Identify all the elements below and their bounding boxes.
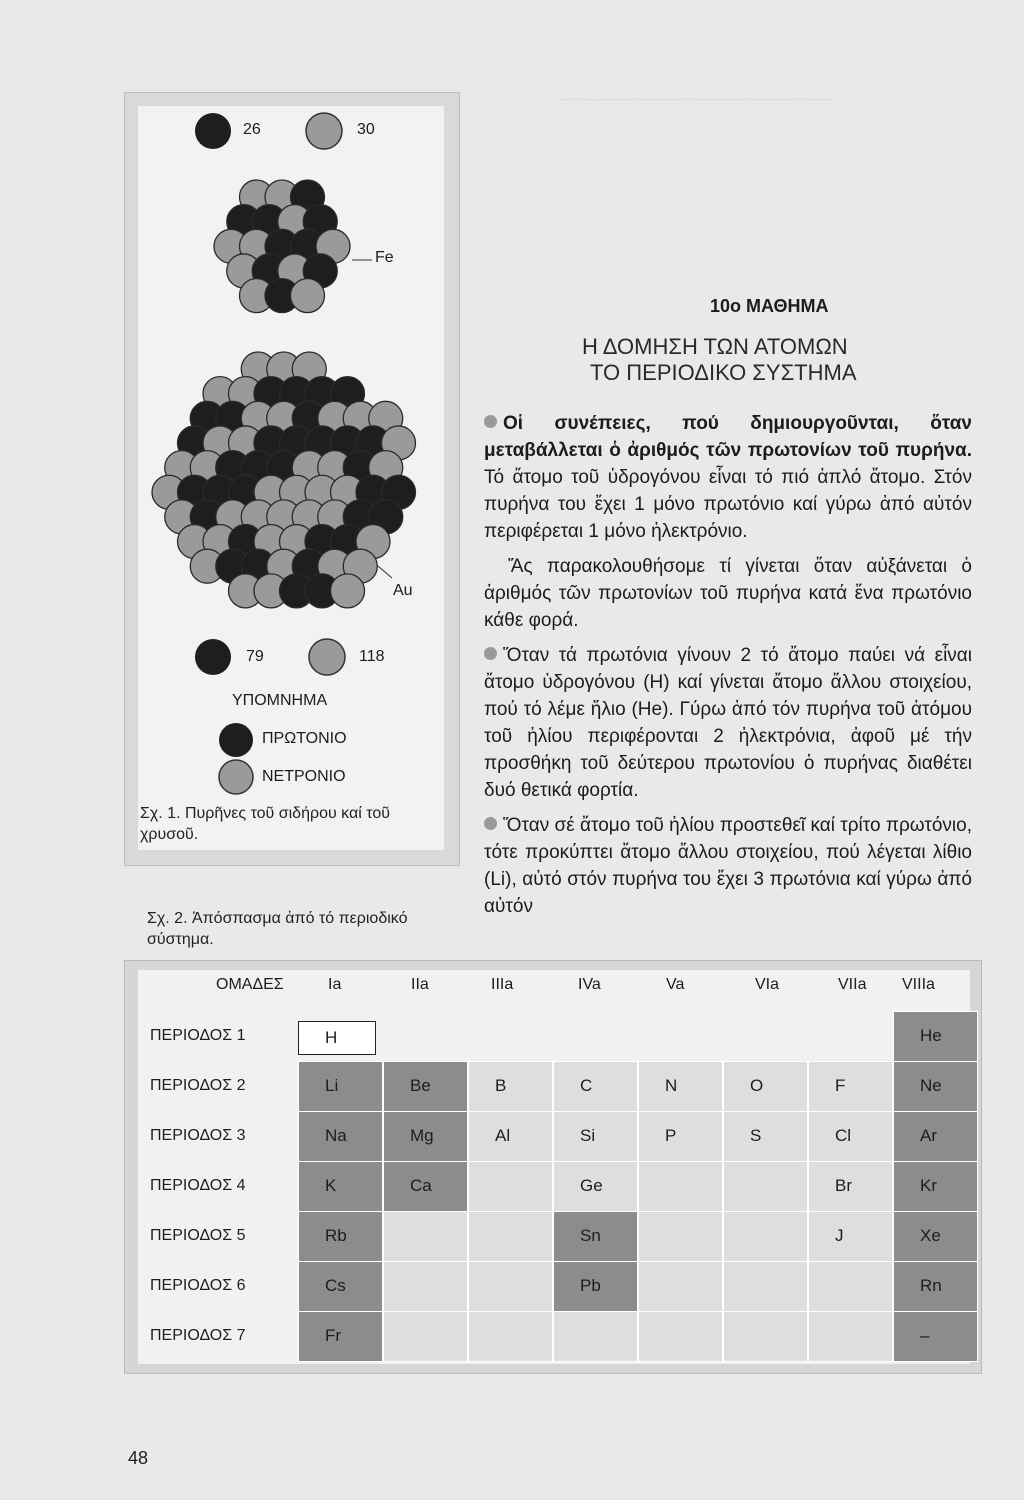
element-symbol: H xyxy=(325,1028,338,1047)
neutron xyxy=(291,279,325,313)
au-proton-count: 79 xyxy=(246,648,264,665)
element-symbol: Al xyxy=(495,1126,511,1145)
element-symbol: Fr xyxy=(325,1326,342,1345)
group-header: VIa xyxy=(755,976,780,993)
element-symbol: C xyxy=(580,1076,593,1095)
element-symbol: Ne xyxy=(920,1076,942,1095)
element-cell xyxy=(298,1211,383,1262)
element-cell xyxy=(808,1161,893,1212)
element-cell xyxy=(553,1261,638,1312)
element-cell xyxy=(723,1061,808,1112)
element-symbol: Rn xyxy=(920,1276,942,1295)
bullet-icon xyxy=(484,647,497,660)
element-cell xyxy=(298,1311,383,1362)
element-cell xyxy=(638,1061,723,1112)
element-cell xyxy=(893,1161,978,1212)
gold-label: Au xyxy=(393,582,413,599)
element-cell xyxy=(468,1161,553,1212)
element-cell xyxy=(383,1061,468,1112)
element-cell xyxy=(553,1311,638,1362)
legend-title: ΥΠΟΜΝΗΜΑ xyxy=(232,692,328,709)
bleed-through: ~~~~~~~~~~~~~~~~~~~~~~~~~~~~~ xyxy=(560,92,831,109)
element-cell xyxy=(298,1161,383,1212)
lesson-body xyxy=(484,410,972,928)
element-cell xyxy=(893,1111,978,1162)
element-symbol: Cl xyxy=(835,1126,852,1145)
bullet-icon xyxy=(484,415,497,428)
element-cell xyxy=(468,1261,553,1312)
element-symbol: Be xyxy=(410,1076,431,1095)
neutron xyxy=(331,574,365,608)
fe-proton-marker xyxy=(195,113,231,149)
lesson-number: 10ο ΜΑΘΗΜΑ xyxy=(710,296,829,316)
period-label: ΠΕΡΙΟΔΟΣ 1 xyxy=(150,1027,246,1044)
element-cell xyxy=(638,1161,723,1212)
element-symbol: B xyxy=(495,1076,507,1095)
gold-nucleus xyxy=(152,352,416,608)
element-cell xyxy=(893,1011,978,1062)
page-number: 48 xyxy=(128,1448,149,1468)
element-symbol: Ca xyxy=(410,1176,432,1195)
element-symbol: Kr xyxy=(920,1176,937,1195)
element-symbol: K xyxy=(325,1176,337,1195)
fe-proton-count: 26 xyxy=(243,121,261,138)
paragraph-2: Ἄς παρακολουθήσομε τί γίνεται ὅταν αὐξάνεται ὁ ἀριθμός τῶν πρωτονίων τοῦ πυρήνα κατά ἕνα πρωτόνιο κάθε φορά. xyxy=(484,556,972,631)
element-cell xyxy=(553,1111,638,1162)
element-cell xyxy=(893,1261,978,1312)
element-cell xyxy=(638,1111,723,1162)
element-cell xyxy=(638,1261,723,1312)
element-cell xyxy=(723,1211,808,1262)
element-cell xyxy=(723,1261,808,1312)
paragraph-4-text: Ὅταν σέ ἄτομο τοῦ ἡλίου προστεθεῖ καί τρίτο πρωτόνιο, τότε προκύπτει ἄτομο ἄλλου στοιχείου, πού λέγεται λίθιο (Li), αὐτό στόν πυρήνα του ἔχει 3 πρωτόνια καί γύρω ἀπό αὐτόν xyxy=(484,815,972,917)
element-cell xyxy=(383,1161,468,1212)
element-symbol: Na xyxy=(325,1126,347,1145)
element-symbol: P xyxy=(665,1126,677,1145)
element-cell xyxy=(553,1061,638,1112)
group-header: IVa xyxy=(578,976,601,993)
element-cell xyxy=(808,1111,893,1162)
paragraph-1-heading: Οἱ συνέπειες, πού δημιουργοῦνται, ὅταν μεταβάλλεται ὁ ἀριθμός τῶν πρωτονίων τοῦ πυρήνα. xyxy=(484,413,972,461)
element-cell xyxy=(893,1311,978,1362)
period-label: ΠΕΡΙΟΔΟΣ 3 xyxy=(150,1127,246,1144)
element-symbol: S xyxy=(750,1126,762,1145)
element-cell xyxy=(893,1061,978,1112)
group-header: Va xyxy=(666,976,685,993)
paragraph-3-text: Ὅταν τά πρωτόνια γίνουν 2 τό ἄτομο παύει νά εἶναι ἄτομο ὑδρογόνου (Η) καί γίνεται ἄτομο ἄλλου στοιχείου, πού τό λέμε ἥλιο (He). Γύρω ἀπό τόν πυρήνα τοῦ ἀτόμου τοῦ ἡλίου περιφέρονται 2 ἠλεκτρόνια, ἀφοῦ μέ τήν προσθήκη τοῦ δεύτερου πρωτονίου ὁ πυρήνας διαθέτει δυό θετικά φορτία. xyxy=(484,645,972,801)
au-proton-marker xyxy=(195,639,231,675)
group-header: VIIIa xyxy=(902,976,935,993)
paragraph-1-text: Τό ἄτομο τοῦ ὑδρογόνου εἶναι τό πιό ἁπλό ἄτομο. Στόν πυρήνα του ἔχει 1 μόνο πρωτόνιο καί γύρω ἀπό αὐτόν περιφέρεται 1 μόνο ἠλεκτρόνιο. xyxy=(484,467,972,542)
element-cell xyxy=(468,1211,553,1262)
bullet-icon xyxy=(484,817,497,830)
group-header: IIIa xyxy=(491,976,514,993)
au-neutron-count: 118 xyxy=(359,648,385,665)
element-cell xyxy=(383,1311,468,1362)
groups-label: ΟΜΑΔΕΣ xyxy=(216,976,284,993)
figure1-caption: Σχ. 1. Πυρῆνες τοῦ σιδήρου καί τοῦ χρυσοῦ. xyxy=(140,805,390,843)
element-symbol: Pb xyxy=(580,1276,601,1295)
legend-neutron-marker xyxy=(219,760,253,794)
element-symbol: Br xyxy=(835,1176,852,1195)
element-cell xyxy=(553,1161,638,1212)
element-cell xyxy=(468,1111,553,1162)
element-symbol: Li xyxy=(325,1076,339,1095)
element-symbol: J xyxy=(835,1226,844,1245)
au-neutron-marker xyxy=(309,639,345,675)
paragraph-4 xyxy=(484,812,972,920)
group-header: Ia xyxy=(328,976,342,993)
element-cell xyxy=(383,1211,468,1262)
group-header: IIa xyxy=(411,976,429,993)
element-cell xyxy=(808,1261,893,1312)
element-cell xyxy=(638,1211,723,1262)
element-symbol: O xyxy=(750,1076,764,1095)
paragraph-1 xyxy=(484,410,972,545)
element-cell xyxy=(638,1311,723,1362)
element-cell xyxy=(723,1311,808,1362)
element-symbol: Ge xyxy=(580,1176,603,1195)
element-cell xyxy=(298,1261,383,1312)
element-cell xyxy=(723,1111,808,1162)
element-symbol: Si xyxy=(580,1126,596,1145)
element-cell xyxy=(298,1061,383,1112)
element-cell xyxy=(893,1211,978,1262)
legend-neutron-label: ΝΕΤΡΟΝΙΟ xyxy=(262,768,346,785)
lesson-title-line1: Η ΔΟΜΗΣΗ ΤΩΝ ΑΤΟΜΩΝ xyxy=(582,334,848,359)
element-symbol: F xyxy=(835,1076,846,1095)
element-cell xyxy=(298,1111,383,1162)
period-label: ΠΕΡΙΟΔΟΣ 2 xyxy=(150,1077,246,1094)
period-label: ΠΕΡΙΟΔΟΣ 5 xyxy=(150,1227,246,1244)
iron-label: Fe xyxy=(375,249,394,266)
iron-nucleus xyxy=(214,180,350,313)
figure2-caption: Σχ. 2. Ἀπόσπασμα ἀπό τό περιοδικό σύστημα. xyxy=(147,910,408,948)
element-cell xyxy=(553,1211,638,1262)
au-pointer xyxy=(378,566,392,578)
element-symbol: Cs xyxy=(325,1276,346,1295)
fe-neutron-marker xyxy=(306,113,342,149)
element-symbol: Sn xyxy=(580,1226,601,1245)
element-cell xyxy=(468,1311,553,1362)
paragraph-3 xyxy=(484,642,972,804)
element-symbol: Ar xyxy=(920,1126,937,1145)
element-symbol: He xyxy=(920,1026,942,1045)
element-cell xyxy=(468,1061,553,1112)
period-label: ΠΕΡΙΟΔΟΣ 7 xyxy=(150,1327,246,1344)
element-cell xyxy=(808,1061,893,1112)
legend-proton-label: ΠΡΩΤΟΝΙΟ xyxy=(262,730,347,747)
element-symbol: Xe xyxy=(920,1226,941,1245)
element-cell xyxy=(383,1111,468,1162)
legend-proton-marker xyxy=(219,723,253,757)
group-header: VIIa xyxy=(838,976,867,993)
element-cell xyxy=(298,1021,376,1055)
element-symbol: – xyxy=(920,1326,930,1345)
element-symbol: Rb xyxy=(325,1226,347,1245)
element-symbol: Mg xyxy=(410,1126,434,1145)
element-symbol: N xyxy=(665,1076,678,1095)
element-cell xyxy=(808,1311,893,1362)
element-cell xyxy=(383,1261,468,1312)
period-label: ΠΕΡΙΟΔΟΣ 6 xyxy=(150,1277,246,1294)
element-cell xyxy=(723,1161,808,1212)
fe-neutron-count: 30 xyxy=(357,121,375,138)
element-cell xyxy=(808,1211,893,1262)
period-label: ΠΕΡΙΟΔΟΣ 4 xyxy=(150,1177,246,1194)
lesson-title-line2: ΤΟ ΠΕΡΙΟΔΙΚΟ ΣΥΣΤΗΜΑ xyxy=(590,360,857,385)
